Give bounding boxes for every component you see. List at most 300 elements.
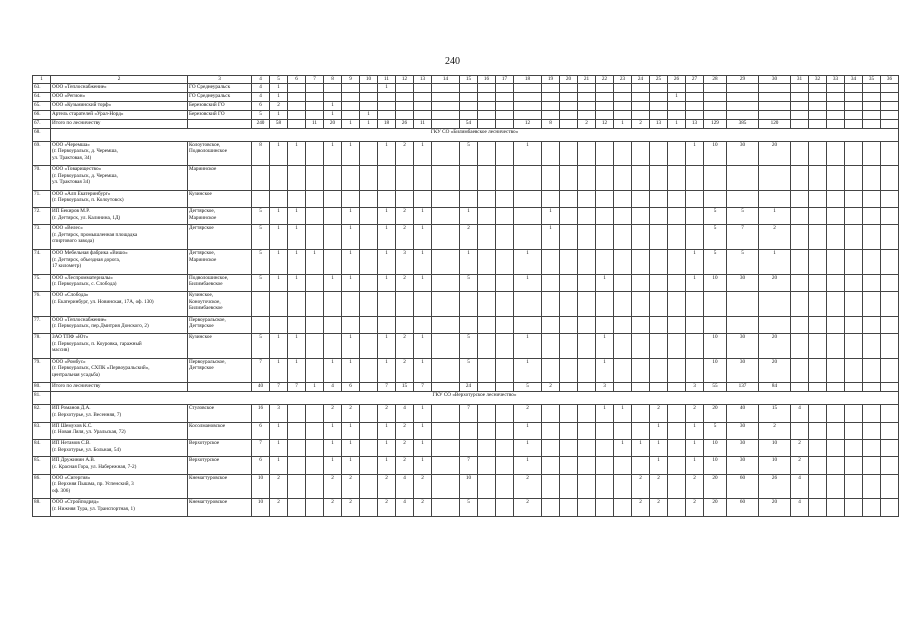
value-cell [827, 292, 845, 317]
value-cell [596, 499, 614, 516]
forestry-district-cell: Березовский ГО [188, 110, 252, 119]
value-cell [863, 83, 881, 92]
value-cell: 1 [378, 457, 396, 474]
row-number: 64. [33, 92, 51, 101]
value-cell [542, 141, 560, 166]
value-cell [596, 110, 614, 119]
value-cell [668, 405, 686, 422]
value-cell [578, 499, 596, 516]
value-cell [759, 292, 791, 317]
value-cell: 1 [414, 440, 432, 457]
value-cell [306, 141, 324, 166]
row-number: 75. [33, 274, 51, 291]
value-cell [432, 457, 460, 474]
value-cell: 15 [396, 383, 414, 392]
value-cell: 10 [252, 474, 270, 499]
value-cell [845, 292, 863, 317]
value-cell [809, 358, 827, 383]
value-cell [845, 274, 863, 291]
value-cell [650, 316, 668, 333]
value-cell: 30 [727, 141, 759, 166]
value-cell [578, 110, 596, 119]
value-cell: 10 [704, 457, 727, 474]
forestry-district-cell: Дегтярское [188, 225, 252, 250]
value-cell [414, 83, 432, 92]
value-cell [496, 250, 514, 275]
column-number: 16 [478, 76, 496, 84]
forestry-district-cell: Березовский ГО [188, 101, 252, 110]
value-cell: 84 [759, 383, 791, 392]
value-cell [324, 316, 342, 333]
value-cell [863, 92, 881, 101]
organization-cell: Итого по лесничеству [51, 119, 188, 128]
value-cell: 1 [542, 225, 560, 250]
value-cell [460, 292, 478, 317]
value-cell [791, 92, 809, 101]
value-cell [863, 316, 881, 333]
value-cell [396, 83, 414, 92]
value-cell [496, 225, 514, 250]
value-cell [863, 292, 881, 317]
value-cell [686, 190, 704, 207]
value-cell: 30 [727, 440, 759, 457]
row-number: 69. [33, 141, 51, 166]
value-cell [881, 499, 899, 516]
value-cell [596, 208, 614, 225]
value-cell [478, 274, 496, 291]
value-cell [542, 440, 560, 457]
value-cell [578, 334, 596, 359]
value-cell [827, 422, 845, 439]
value-cell [542, 274, 560, 291]
forestry-district-cell: Кнемагтуровское [188, 499, 252, 516]
value-cell [578, 250, 596, 275]
value-cell [432, 405, 460, 422]
value-cell [827, 499, 845, 516]
value-cell [478, 499, 496, 516]
column-number: 25 [650, 76, 668, 84]
column-number: 30 [759, 76, 791, 84]
value-cell [306, 334, 324, 359]
value-cell [845, 334, 863, 359]
value-cell [727, 110, 759, 119]
value-cell [845, 166, 863, 191]
value-cell [496, 316, 514, 333]
value-cell [632, 334, 650, 359]
value-cell: 1 [378, 274, 396, 291]
value-cell: 1 [324, 358, 342, 383]
value-cell: 4 [396, 499, 414, 516]
value-cell: 1 [378, 422, 396, 439]
row-number: 79. [33, 358, 51, 383]
value-cell [881, 383, 899, 392]
value-cell: 8 [542, 119, 560, 128]
section-title: ГКУ СО «Верхотурское лесничество» [51, 392, 899, 405]
value-cell [306, 474, 324, 499]
value-cell [560, 383, 578, 392]
organization-cell: ИП Бекиров М.Р. (г. Дегтярск, ул. Калинина, 1Д) [51, 208, 188, 225]
value-cell [650, 83, 668, 92]
value-cell [542, 250, 560, 275]
value-cell: 1 [270, 83, 288, 92]
value-cell [578, 316, 596, 333]
value-cell [827, 457, 845, 474]
value-cell [881, 274, 899, 291]
value-cell: 5 [460, 274, 478, 291]
value-cell: 1 [288, 274, 306, 291]
column-number: 5 [270, 76, 288, 84]
value-cell [845, 225, 863, 250]
value-cell [668, 225, 686, 250]
value-cell [360, 440, 378, 457]
value-cell: 10 [759, 457, 791, 474]
value-cell [560, 101, 578, 110]
value-cell [881, 405, 899, 422]
value-cell [632, 316, 650, 333]
value-cell [863, 274, 881, 291]
value-cell: 11 [414, 119, 432, 128]
value-cell [827, 474, 845, 499]
organization-cell: ИП Романов Д.А. (г. Верхотурье, ул. Весенняя, 7) [51, 405, 188, 422]
value-cell [560, 250, 578, 275]
row-number: 88. [33, 499, 51, 516]
value-cell: 1 [460, 208, 478, 225]
value-cell [432, 440, 460, 457]
column-number: 3 [188, 76, 252, 84]
value-cell: 1 [270, 92, 288, 101]
table-row [33, 101, 899, 110]
value-cell: 1 [414, 358, 432, 383]
value-cell [727, 166, 759, 191]
value-cell [496, 208, 514, 225]
value-cell: 1 [342, 422, 360, 439]
value-cell [881, 440, 899, 457]
column-number: 35 [863, 76, 881, 84]
value-cell: 20 [759, 499, 791, 516]
value-cell: 1 [270, 141, 288, 166]
value-cell [827, 83, 845, 92]
value-cell: 2 [632, 119, 650, 128]
value-cell [496, 474, 514, 499]
value-cell [596, 166, 614, 191]
value-cell [378, 316, 396, 333]
value-cell: 1 [514, 141, 542, 166]
value-cell: 7 [414, 383, 432, 392]
value-cell [881, 358, 899, 383]
value-cell: 1 [514, 440, 542, 457]
forestry-district-cell: Подволошинское, Билимбаевское [188, 274, 252, 291]
value-cell [432, 92, 460, 101]
value-cell [791, 422, 809, 439]
value-cell [306, 358, 324, 383]
value-cell: 1 [514, 250, 542, 275]
value-cell [845, 119, 863, 128]
column-number: 1 [33, 76, 51, 84]
value-cell [578, 274, 596, 291]
organization-cell: ЗАО ТПФ «Ют» (г. Первоуральск, п. Коуровка, гаражный массив) [51, 334, 188, 359]
value-cell: 1 [614, 440, 632, 457]
value-cell [791, 225, 809, 250]
value-cell: 30 [727, 274, 759, 291]
value-cell: 1 [650, 440, 668, 457]
value-cell [360, 457, 378, 474]
value-cell [704, 83, 727, 92]
value-cell: 1 [686, 440, 704, 457]
value-cell [542, 292, 560, 317]
value-cell: 5 [704, 225, 727, 250]
value-cell [342, 292, 360, 317]
value-cell [809, 166, 827, 191]
value-cell [596, 440, 614, 457]
value-cell [306, 101, 324, 110]
column-number-row [33, 76, 899, 84]
value-cell [845, 316, 863, 333]
value-cell [324, 83, 342, 92]
value-cell [360, 92, 378, 101]
value-cell [596, 190, 614, 207]
value-cell [478, 316, 496, 333]
value-cell [288, 457, 306, 474]
value-cell [396, 92, 414, 101]
value-cell: 1 [614, 405, 632, 422]
value-cell: 240 [252, 119, 270, 128]
value-cell [432, 292, 460, 317]
value-cell [542, 316, 560, 333]
forestry-district-cell: ГО Среднеуральск [188, 92, 252, 101]
value-cell: 1 [342, 457, 360, 474]
value-cell [378, 101, 396, 110]
value-cell: 5 [460, 334, 478, 359]
value-cell [596, 225, 614, 250]
value-cell [432, 274, 460, 291]
forestry-district-cell: Верхотурское [188, 440, 252, 457]
value-cell: 1 [324, 101, 342, 110]
value-cell [668, 141, 686, 166]
value-cell: 3 [270, 405, 288, 422]
value-cell [432, 474, 460, 499]
row-number: 65. [33, 101, 51, 110]
value-cell [704, 190, 727, 207]
value-cell: 20 [704, 499, 727, 516]
value-cell: 1 [514, 457, 542, 474]
value-cell [342, 166, 360, 191]
value-cell: 2 [632, 474, 650, 499]
organization-cell: ООО «Ромбус» (г. Первоуральск, СХПК «Первоуральский», центральная усадьба) [51, 358, 188, 383]
column-number: 32 [809, 76, 827, 84]
value-cell [306, 92, 324, 101]
value-cell [632, 292, 650, 317]
value-cell [845, 250, 863, 275]
value-cell: 20 [759, 358, 791, 383]
value-cell [432, 422, 460, 439]
value-cell [542, 358, 560, 383]
value-cell: 1 [270, 422, 288, 439]
value-cell [360, 166, 378, 191]
value-cell [252, 292, 270, 317]
value-cell [668, 474, 686, 499]
value-cell [478, 292, 496, 317]
column-number: 11 [378, 76, 396, 84]
value-cell: 2 [342, 499, 360, 516]
value-cell [542, 110, 560, 119]
value-cell [727, 190, 759, 207]
value-cell [686, 110, 704, 119]
value-cell [560, 405, 578, 422]
value-cell: 1 [650, 422, 668, 439]
value-cell [596, 457, 614, 474]
value-cell [614, 383, 632, 392]
value-cell [360, 422, 378, 439]
value-cell [791, 274, 809, 291]
value-cell [614, 334, 632, 359]
value-cell [306, 440, 324, 457]
value-cell [306, 225, 324, 250]
row-number: 73. [33, 225, 51, 250]
forestry-district-cell: Дегтярское, Мариинское [188, 208, 252, 225]
value-cell: 40 [252, 383, 270, 392]
value-cell [578, 358, 596, 383]
row-number: 67. [33, 119, 51, 128]
value-cell [845, 190, 863, 207]
value-cell: 2 [578, 119, 596, 128]
forestry-district-cell: Кнемагтуровское [188, 474, 252, 499]
value-cell: 1 [270, 457, 288, 474]
page-number: 240 [445, 56, 460, 67]
value-cell [686, 334, 704, 359]
value-cell [324, 292, 342, 317]
value-cell: 1 [324, 457, 342, 474]
table-row [33, 225, 899, 250]
value-cell: 1 [360, 110, 378, 119]
organization-cell: ООО «Кузьминский торф» [51, 101, 188, 110]
value-cell [632, 225, 650, 250]
value-cell: 2 [650, 474, 668, 499]
value-cell: 6 [342, 383, 360, 392]
value-cell: 7 [460, 457, 478, 474]
value-cell: 4 [791, 405, 809, 422]
value-cell [704, 166, 727, 191]
row-number: 83. [33, 422, 51, 439]
value-cell [827, 405, 845, 422]
value-cell [863, 119, 881, 128]
column-number: 12 [396, 76, 414, 84]
column-number: 9 [342, 76, 360, 84]
value-cell [514, 316, 542, 333]
value-cell [614, 166, 632, 191]
value-cell [827, 101, 845, 110]
value-cell [881, 119, 899, 128]
value-cell: 1 [378, 225, 396, 250]
value-cell [809, 383, 827, 392]
value-cell [863, 474, 881, 499]
value-cell [845, 440, 863, 457]
value-cell [542, 190, 560, 207]
value-cell: 30 [727, 457, 759, 474]
value-cell: 7 [288, 383, 306, 392]
value-cell [378, 92, 396, 101]
value-cell [578, 166, 596, 191]
value-cell [560, 422, 578, 439]
table-row [33, 334, 899, 359]
value-cell [514, 190, 542, 207]
value-cell [827, 316, 845, 333]
value-cell [288, 110, 306, 119]
value-cell [432, 208, 460, 225]
value-cell [809, 405, 827, 422]
value-cell [578, 101, 596, 110]
value-cell [578, 225, 596, 250]
column-number: 19 [542, 76, 560, 84]
value-cell [324, 190, 342, 207]
value-cell [378, 110, 396, 119]
value-cell [414, 101, 432, 110]
value-cell [686, 83, 704, 92]
value-cell [632, 405, 650, 422]
value-cell [791, 292, 809, 317]
value-cell [686, 225, 704, 250]
value-cell [632, 358, 650, 383]
value-cell [650, 141, 668, 166]
value-cell [478, 208, 496, 225]
value-cell: 60 [727, 474, 759, 499]
value-cell [827, 440, 845, 457]
value-cell: 2 [270, 101, 288, 110]
value-cell: 2 [378, 474, 396, 499]
value-cell: 1 [378, 440, 396, 457]
value-cell: 12 [596, 119, 614, 128]
value-cell [759, 166, 791, 191]
value-cell: 3 [596, 383, 614, 392]
value-cell: 6 [252, 457, 270, 474]
value-cell: 1 [324, 422, 342, 439]
column-number: 2 [51, 76, 188, 84]
value-cell [881, 457, 899, 474]
column-number: 31 [791, 76, 809, 84]
value-cell [270, 316, 288, 333]
value-cell [514, 110, 542, 119]
table-row [33, 119, 899, 128]
value-cell [809, 83, 827, 92]
value-cell [496, 499, 514, 516]
value-cell [759, 101, 791, 110]
value-cell: 2 [270, 474, 288, 499]
row-number: 66. [33, 110, 51, 119]
value-cell [845, 110, 863, 119]
value-cell: 10 [460, 474, 478, 499]
value-cell [632, 422, 650, 439]
value-cell [432, 141, 460, 166]
value-cell: 2 [632, 499, 650, 516]
organization-cell: ИП Дружинин А.В. (с. Красная Гора, ул. Набережная, 7-2) [51, 457, 188, 474]
value-cell [632, 83, 650, 92]
value-cell: 1 [596, 334, 614, 359]
value-cell [342, 83, 360, 92]
organization-cell: ООО «Леспромматериалы» (г. Первоуральск, с. Слобода) [51, 274, 188, 291]
value-cell [306, 499, 324, 516]
value-cell: 1 [414, 457, 432, 474]
value-cell: 2 [342, 474, 360, 499]
row-number: 81. [33, 392, 51, 405]
value-cell [845, 457, 863, 474]
value-cell: 5 [252, 208, 270, 225]
value-cell [496, 141, 514, 166]
organization-cell: ООО «Сигергия» (г. Верхняя Пышма, пр. Успенский, 3 оф. 306) [51, 474, 188, 499]
value-cell: 1 [288, 250, 306, 275]
row-number: 74. [33, 250, 51, 275]
value-cell [542, 101, 560, 110]
value-cell [542, 499, 560, 516]
value-cell: 2 [342, 405, 360, 422]
